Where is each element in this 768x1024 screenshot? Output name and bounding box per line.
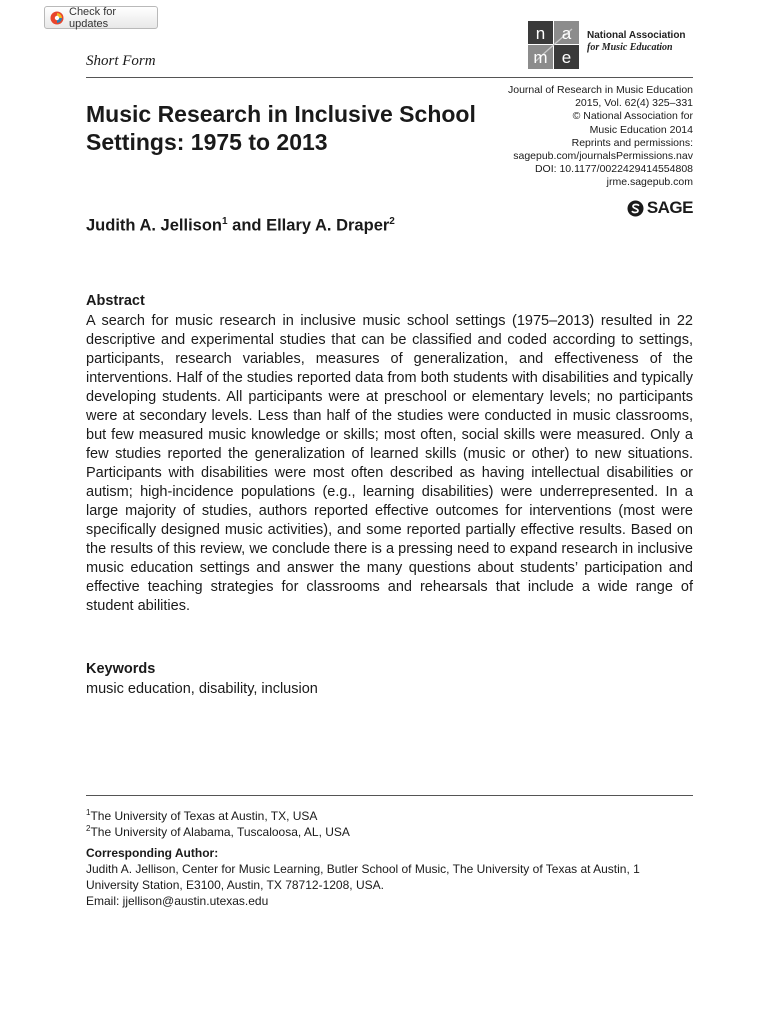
nafme-logo bbox=[528, 21, 693, 69]
article-type-label: Short Form bbox=[86, 53, 156, 69]
article-title: Music Research in Inclusive School Settings: 1975 to 2013 bbox=[86, 101, 476, 155]
author-1-name: Judith A. Jellison bbox=[86, 216, 222, 235]
affiliation-2-text: The University of Alabama, Tuscaloosa, AL, USA bbox=[90, 825, 350, 839]
keywords-heading: Keywords bbox=[86, 661, 156, 677]
logo-org-line2: for Music Education bbox=[587, 42, 673, 53]
journal-reprints: Reprints and permissions: bbox=[571, 136, 693, 149]
journal-doi[interactable]: DOI: 10.1177/0022429414554808 bbox=[534, 163, 693, 176]
check-for-updates-icon bbox=[50, 11, 64, 25]
corresponding-author-heading: Corresponding Author: bbox=[86, 846, 219, 860]
author-joiner: and bbox=[232, 216, 262, 235]
affiliation-1-marker: 1 bbox=[86, 808, 91, 817]
sage-s-icon bbox=[627, 200, 644, 217]
check-for-updates-label: Check for updates bbox=[69, 5, 117, 30]
logo-org-line1: National Association bbox=[587, 30, 686, 41]
corresponding-author-text: Judith A. Jellison, Center for Music Learning, Butler School of Music, The University of Texas at Austin, 1 University Station, E3100, Austin, TX 78712-1208, USA. bbox=[86, 862, 640, 892]
footnote-divider bbox=[86, 795, 693, 796]
keywords-text: music education, disability, inclusion bbox=[86, 681, 318, 697]
author-2-affiliation-marker: 2 bbox=[389, 216, 395, 227]
abstract-text: A search for music research in inclusive music school settings (1975–2013) resulted in 22 descriptive and experimental studies that can be classified and coded according to settings, participants, research variables, measures of generalization, and effectiveness of the interventions. Half of the studies reported data from both students with disabilities and typically developing students. All participants were at preschool or elementary levels; no participants were at secondary levels. Less than half of the studies were conducted in music classrooms, but few measured music knowledge or skills; most often, social skills were measured. Only a few studies reported the generalization of learned skills (music or other) to new situations. Participants with disabilities were most often described as having intellectual disabilities or autism; high-incidence populations (e.g., learning disabilities) were underrepresented. In a large majority of studies, authors reported effective outcomes for interventions (most were specifically designed music activities), and some reported partially effective results. Based on the results of this review, we conclude there is a pressing need to expand research in inclusive music education settings and answer the many questions about students’ participation and effective teaching strategies for classrooms and rehearsals that include a wide range of student abilities. bbox=[86, 313, 693, 614]
abstract-heading: Abstract bbox=[86, 293, 145, 309]
sage-wordmark: SAGE bbox=[646, 198, 693, 217]
journal-permissions-link[interactable]: sagepub.com/journalsPermissions.nav bbox=[513, 150, 693, 163]
journal-name: Journal of Research in Music Education bbox=[507, 84, 693, 96]
check-for-updates-button[interactable] bbox=[44, 6, 158, 29]
author-2-name: Ellary A. Draper bbox=[266, 216, 390, 235]
logo-letter-e: e bbox=[561, 48, 572, 67]
logo-letter-m: m bbox=[533, 48, 548, 67]
nafme-logo-mark-icon bbox=[528, 21, 579, 69]
affiliation-2 bbox=[86, 821, 350, 840]
journal-site-link[interactable]: jrme.sagepub.com bbox=[606, 176, 693, 189]
corresponding-author-block bbox=[86, 861, 693, 909]
logo-org-name bbox=[587, 30, 695, 54]
corresponding-author-email[interactable]: Email: jjellison@austin.utexas.edu bbox=[86, 894, 269, 908]
journal-copyright-line2: Music Education 2014 bbox=[589, 123, 693, 136]
affiliation-1-text: The University of Texas at Austin, TX, USA bbox=[90, 809, 318, 823]
author-line bbox=[86, 216, 395, 236]
affiliation-2-marker: 2 bbox=[86, 824, 91, 833]
logo-letter-n: n bbox=[535, 24, 546, 43]
logo-letter-a: a bbox=[561, 24, 572, 43]
author-1-affiliation-marker: 1 bbox=[222, 216, 228, 227]
sage-logo bbox=[627, 198, 693, 218]
journal-copyright-line1: © National Association for bbox=[572, 110, 693, 123]
header-divider bbox=[86, 77, 693, 78]
journal-info bbox=[433, 84, 693, 190]
journal-citation: 2015, Vol. 62(4) 325–331 bbox=[575, 97, 693, 110]
